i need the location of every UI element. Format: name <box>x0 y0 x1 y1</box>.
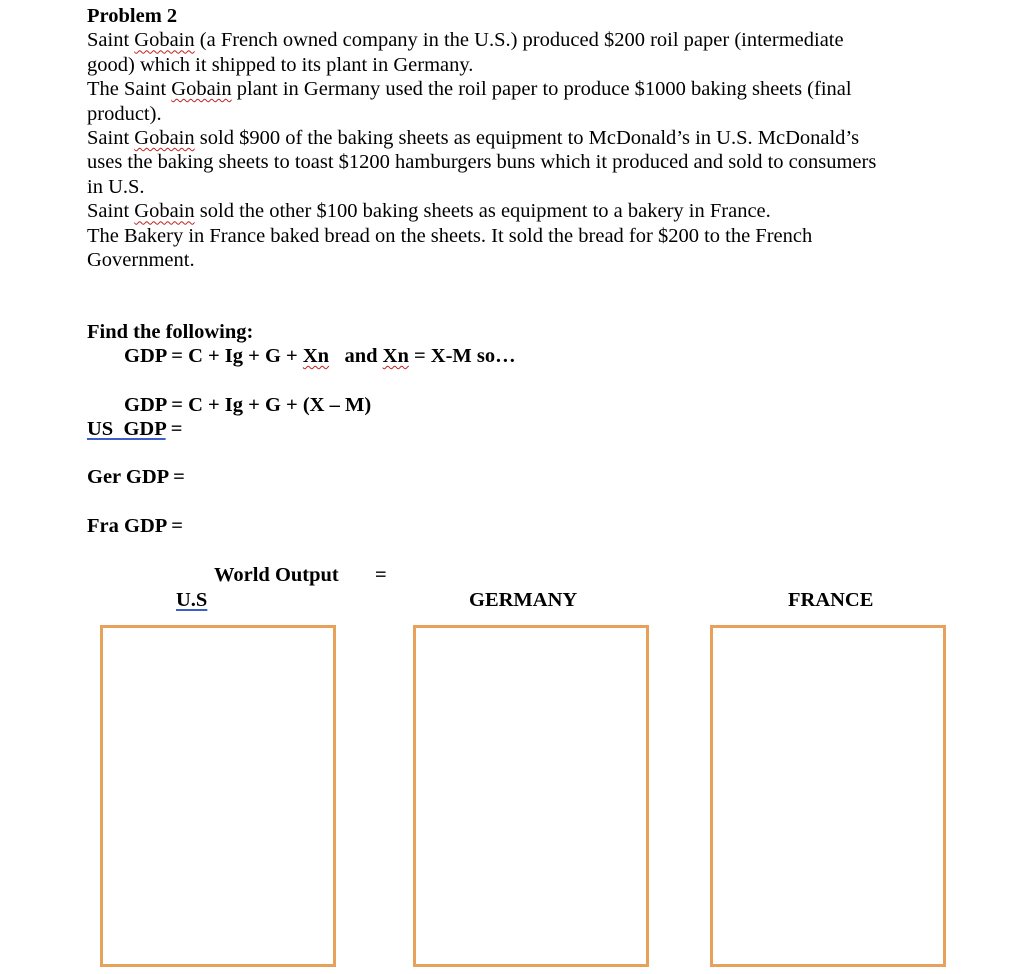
problem-line <box>87 126 876 150</box>
problem-line <box>87 102 876 126</box>
us-gdp-line <box>87 418 182 441</box>
problem-line-text: uses the baking sheets to toast $1200 hamburgers buns which it produced and sold to consumers <box>87 151 877 174</box>
find-heading: Find the following: <box>87 321 254 343</box>
problem-line-text: Saint <box>87 29 135 52</box>
fra-gdp-line: Fra GDP = <box>87 515 183 537</box>
formula1-left: GDP = C + Ig + G + <box>124 345 303 367</box>
problem-line-text: (a French owned company in the U.S.) produced $200 roil paper (intermediate <box>194 29 844 52</box>
answer-box-germany[interactable] <box>413 625 649 967</box>
problem-line <box>87 248 876 272</box>
us-gdp-equals: = <box>165 418 183 440</box>
us-gdp-label: US GDP <box>87 418 166 440</box>
world-output-equals: = <box>375 564 387 586</box>
problem-line-text: The Saint <box>87 78 172 101</box>
problem-line-text: in U.S. <box>87 175 145 198</box>
problem-line-text: Saint <box>87 127 135 150</box>
problem-line-text: sold the other $100 baking sheets as equipment to a bakery in France. <box>194 200 771 223</box>
problem-line-text: product). <box>87 102 162 125</box>
problem-title: Problem 2 <box>87 5 178 27</box>
problem-line-text: sold $900 of the baking sheets as equipment to McDonald’s in U.S. McDonald’s <box>194 127 860 150</box>
problem-line <box>87 175 876 199</box>
problem-line-flagged-word: Gobain <box>134 127 195 150</box>
answer-box-france[interactable] <box>710 625 946 967</box>
problem-line-text: The Bakery in France baked bread on the sheets. It sold the bread for $200 to the French <box>87 224 813 247</box>
problem-line <box>87 224 876 248</box>
problem-line-text: Saint <box>87 200 135 223</box>
formula-line-1 <box>124 345 516 368</box>
formula1-right: = X-M so… <box>408 345 516 367</box>
formula1-mid: and <box>329 345 383 367</box>
formula-line-2: GDP = C + Ig + G + (X – M) <box>124 394 372 416</box>
problem-line-text: Government. <box>87 249 195 272</box>
column-label-germany: GERMANY <box>469 589 578 611</box>
problem-body <box>87 28 876 272</box>
problem-line-flagged-word: Gobain <box>134 200 195 223</box>
problem-line <box>87 28 876 52</box>
column-label-us: U.S <box>176 589 208 611</box>
problem-block <box>87 4 876 272</box>
problem-line-flagged-word: Gobain <box>134 29 195 52</box>
problem-line <box>87 53 876 77</box>
problem-line <box>87 150 876 174</box>
formula1-xn: Xn <box>302 345 330 367</box>
answer-box-us[interactable] <box>100 625 336 967</box>
problem-line-flagged-word: Gobain <box>171 78 232 101</box>
problem-line <box>87 199 876 223</box>
problem-line <box>87 77 876 101</box>
problem-line-text: good) which it shipped to its plant in Germany. <box>87 53 474 76</box>
problem-line-text: plant in Germany used the roil paper to produce $1000 baking sheets (final <box>231 78 852 101</box>
world-output-label: World Output <box>214 564 339 586</box>
column-label-france: FRANCE <box>788 589 874 611</box>
formula1-xn2: Xn <box>382 345 409 367</box>
ger-gdp-line: Ger GDP = <box>87 466 185 488</box>
